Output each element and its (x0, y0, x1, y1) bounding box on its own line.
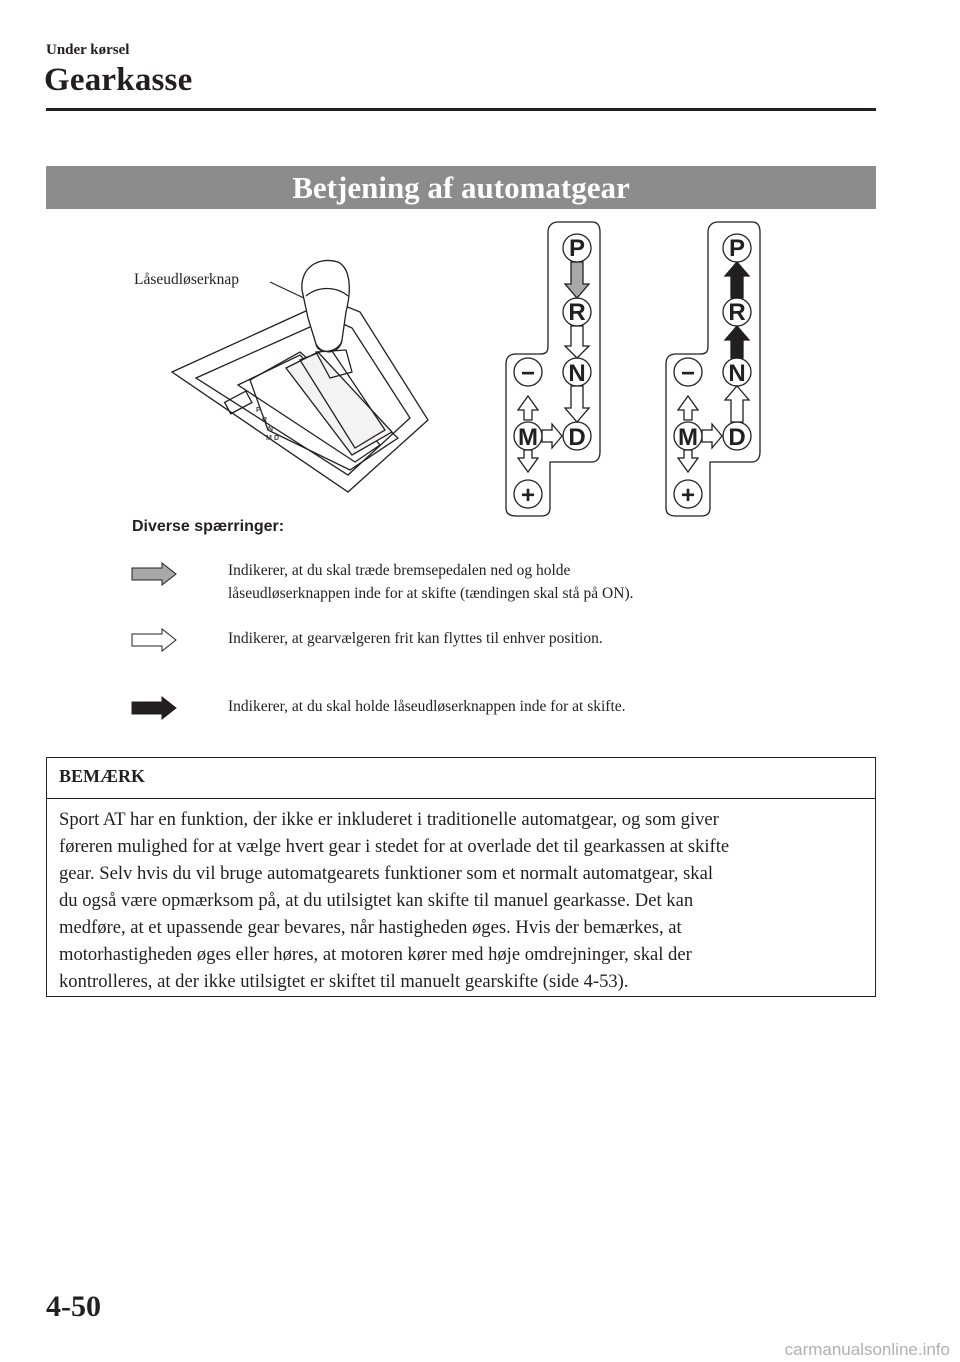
note-line: medføre, at et upassende gear bevares, når hastigheden øges. Hvis der bemærkes, at (59, 917, 682, 938)
white-arrow-icon (130, 628, 178, 652)
gray-arrow-icon (130, 562, 178, 586)
section-banner: Betjening af automatgear (46, 166, 876, 209)
note-box (46, 757, 876, 997)
gate1-label-minus: − (520, 360, 536, 387)
note-line: Sport AT har en funktion, der ikke er inkluderet i traditionelle automatgear, og som giver (59, 809, 719, 830)
legend-heading: Diverse spærringer: (132, 518, 285, 535)
gate1-label-d: D (568, 424, 586, 451)
gate2-label-p: P (728, 235, 746, 262)
gate2-label-r: R (728, 299, 746, 326)
gate1-label-n: N (568, 360, 586, 387)
legend-item-white (130, 626, 830, 656)
legend-text-white: Indikerer, at gearvælgeren frit kan flyttes til enhver position. (228, 630, 603, 647)
legend-text-gray-line1: Indikerer, at du skal træde bremsepedalen ned og holde (228, 562, 571, 579)
gate1-label-plus: + (520, 482, 536, 509)
note-line: gear. Selv hvis du vil bruge automatgearets funktioner som et normalt automatgear, skal (59, 863, 713, 884)
gate2-label-d: D (728, 424, 746, 451)
console-label-n: N (268, 426, 274, 433)
legend-text-black: Indikerer, at du skal holde låseudløserknappen inde for at skifte. (228, 698, 626, 715)
legend-item-gray (130, 560, 830, 610)
black-arrow-icon (130, 696, 178, 720)
note-body (59, 806, 869, 995)
gate2-label-minus: − (680, 360, 696, 387)
note-line: du også være opmærksom på, at du utilsigtet kan skifte til manuel gearkasse. Det kan (59, 890, 694, 911)
title-rule (46, 108, 876, 111)
console-label-m: M (266, 435, 272, 442)
console-label-r: R (262, 417, 268, 424)
note-header (47, 758, 875, 799)
watermark: carmanualsonline.info (784, 1340, 950, 1359)
release-button-callout: Låseudløserknap (134, 271, 240, 288)
note-line: motorhastigheden øges eller høres, at motoren kører med høje omdrejninger, skal der (59, 944, 692, 965)
console-label-p: P (256, 407, 261, 414)
legend-item-black (130, 694, 830, 724)
gate1-label-r: R (568, 299, 586, 326)
note-title: BEMÆRK (59, 766, 146, 786)
shifter-illustration (172, 260, 428, 492)
legend-text-gray-line2: låseudløserknappen inde for at skifte (tændingen skal stå på ON). (228, 585, 634, 602)
page-number: 4-50 (46, 1290, 101, 1323)
gate1-label-m: M (518, 424, 538, 451)
gate1-label-p: P (568, 235, 586, 262)
gate2-label-m: M (678, 424, 698, 451)
console-label-d: D (274, 435, 280, 442)
gate2-label-n: N (728, 360, 746, 387)
gate2-label-plus: + (680, 482, 696, 509)
breadcrumb: Under kørsel (46, 42, 130, 58)
note-line: kontrolleres, at der ikke utilsigtet er skiftet til manuelt gearskifte (side 4-53). (59, 971, 629, 992)
note-line: føreren mulighed for at vælge hvert gear i stedet for at overlade det til gearkassen at skifte (59, 836, 730, 857)
page-title: Gearkasse (44, 62, 193, 98)
